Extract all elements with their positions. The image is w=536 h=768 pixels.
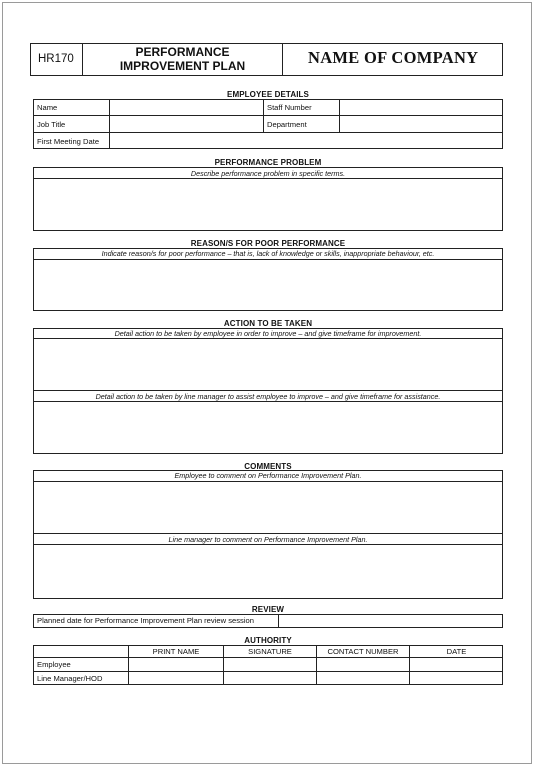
employee-contact-field[interactable]	[317, 658, 409, 671]
reasons-heading: REASON/S FOR POOR PERFORMANCE	[190, 239, 346, 248]
performance-problem-field[interactable]	[34, 179, 502, 230]
employee-signature-field[interactable]	[224, 658, 316, 671]
staff-number-field[interactable]	[340, 100, 502, 115]
authority-heading: AUTHORITY	[244, 636, 292, 645]
name-label: Name	[37, 103, 58, 112]
review-heading: REVIEW	[251, 605, 285, 614]
form-title-line1: PERFORMANCE	[135, 45, 230, 59]
staff-number-label: Staff Number	[267, 103, 312, 112]
job-title-field[interactable]	[110, 116, 263, 132]
company-name: NAME OF COMPANY	[308, 48, 479, 67]
action-heading: ACTION TO BE TAKEN	[223, 319, 313, 328]
authority-col-print-name: PRINT NAME	[152, 647, 200, 656]
form-title-line2: IMPROVEMENT PLAN	[119, 59, 246, 73]
first-meeting-label: First Meeting Date	[37, 137, 100, 146]
action-employee-instruction: Detail action to be taken by employee in order to improve – and give timeframe for improvement.	[114, 329, 422, 338]
comments-employee-field[interactable]	[34, 482, 502, 533]
authority-col-signature: SIGNATURE	[248, 647, 292, 656]
authority-col-contact-number: CONTACT NUMBER	[327, 647, 399, 656]
department-field[interactable]	[340, 116, 502, 132]
action-manager-field[interactable]	[34, 402, 502, 453]
manager-signature-field[interactable]	[224, 672, 316, 684]
form-page	[2, 2, 532, 764]
comments-employee-instruction: Employee to comment on Performance Improvement Plan.	[174, 471, 362, 480]
review-planned-date-label: Planned date for Performance Improvement Plan review session	[37, 616, 254, 625]
name-field[interactable]	[110, 100, 263, 115]
authority-row-employee: Employee	[37, 660, 71, 669]
reasons-field[interactable]	[34, 260, 502, 310]
action-employee-field[interactable]	[34, 339, 502, 390]
performance-problem-instruction: Describe performance problem in specific terms.	[190, 169, 346, 178]
manager-date-field[interactable]	[410, 672, 502, 684]
comments-manager-instruction: Line manager to comment on Performance Improvement Plan.	[168, 535, 368, 544]
employee-date-field[interactable]	[410, 658, 502, 671]
first-meeting-field[interactable]	[110, 133, 502, 149]
authority-col-date: DATE	[446, 647, 467, 656]
employee-print-name-field[interactable]	[129, 658, 223, 671]
action-manager-instruction: Detail action to be taken by line manager to assist employee to improve – and give timeframe for assistance.	[95, 392, 441, 401]
manager-print-name-field[interactable]	[129, 672, 223, 684]
comments-heading: COMMENTS	[244, 462, 292, 471]
form-code: HR170	[38, 53, 74, 65]
job-title-label: Job Title	[37, 120, 66, 129]
department-label: Department	[267, 120, 307, 129]
comments-manager-field[interactable]	[34, 545, 502, 598]
reasons-instruction: Indicate reason/s for poor performance – that is, lack of knowledge or skills, inappropriate behaviour, etc.	[101, 249, 435, 258]
authority-row-line-manager: Line Manager/HOD	[37, 674, 103, 683]
manager-contact-field[interactable]	[317, 672, 409, 684]
review-planned-date-field[interactable]	[279, 615, 502, 627]
employee-details-heading: EMPLOYEE DETAILS	[227, 90, 309, 99]
performance-problem-heading: PERFORMANCE PROBLEM	[214, 158, 322, 167]
